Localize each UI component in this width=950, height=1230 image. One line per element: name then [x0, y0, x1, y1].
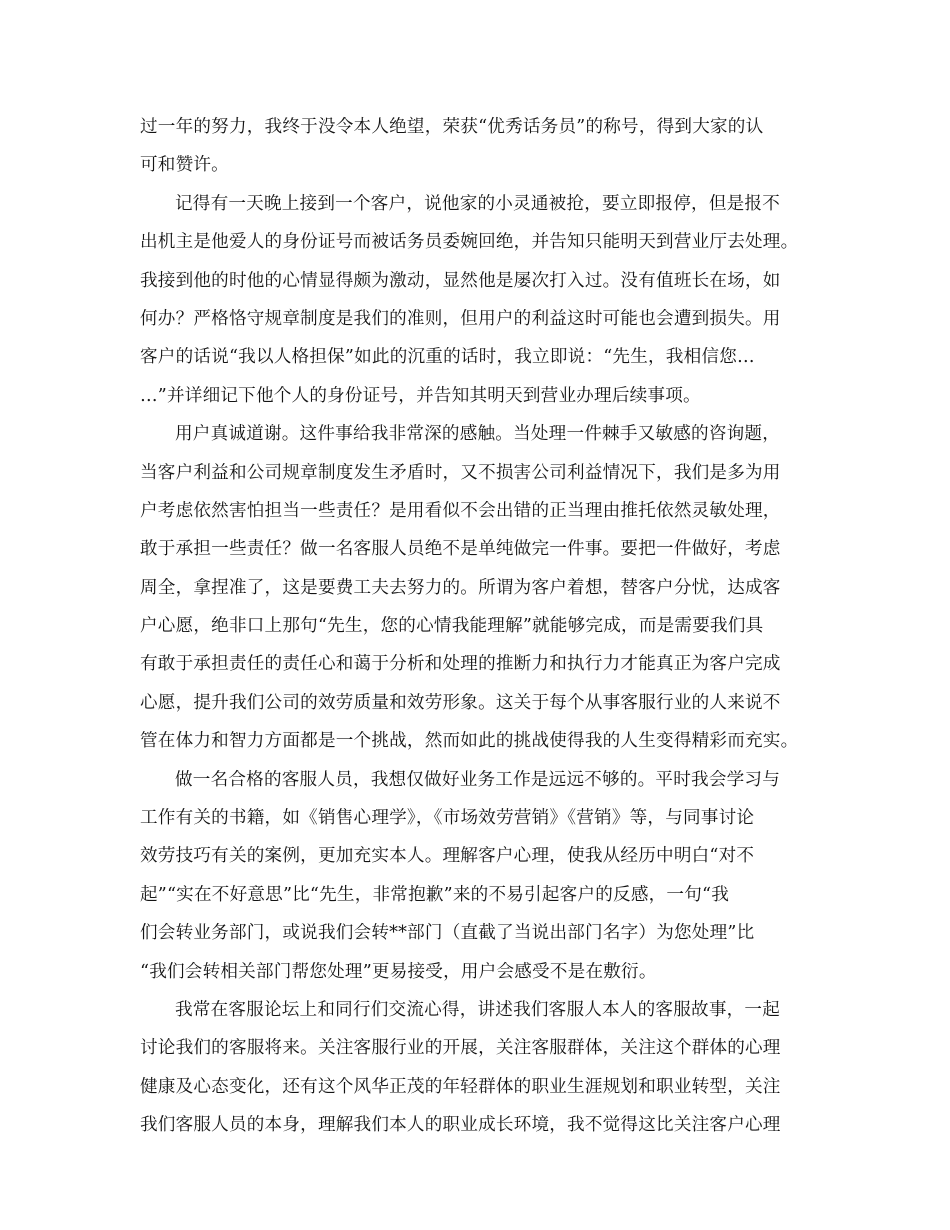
text-line: …”并详细记下他个人的身份证号，并告知其明天到营业办理后续事项。	[140, 385, 701, 406]
text-line: 我们客服人员的本身，理解我们本人的职业成长环境，我不觉得这比关注客户心理	[140, 1115, 781, 1136]
text-line: 我接到他的时他的心情显得颇为激动，显然他是屡次打入过。没有值班长在场，如	[140, 270, 781, 291]
text-line: 客户的话说“我以人格担保”如此的沉重的话时，我立即说：“先生，我相信您…	[140, 347, 755, 368]
body-text	[140, 108, 812, 1145]
text-line: 做一名合格的客服人员，我想仅做好业务工作是远远不够的。平时我会学习与	[175, 769, 780, 790]
text-line: 周全，拿捏准了，这是要费工夫去努力的。所谓为客户着想，替客户分忧，达成客	[140, 577, 781, 598]
text-line: 起”“实在不好意思”比“先生，非常抱歉”来的不易引起客户的反感，一句“我	[140, 884, 729, 905]
text-line: 何办？严格恪守规章制度是我们的准则，但用户的利益这时可能也会遭到损失。用	[140, 308, 781, 329]
text-line: 讨论我们的客服将来。关注客服行业的开展，关注客服群体，关注这个群体的心理	[140, 1038, 781, 1059]
text-line: 可和赞许。	[140, 155, 229, 176]
text-line: 管在体力和智力方面都是一个挑战，然而如此的挑战使得我的人生变得精彩而充实。	[140, 731, 799, 752]
text-line: 记得有一天晚上接到一个客户，说他家的小灵通被抢，要立即报停，但是报不	[175, 193, 780, 214]
text-line: 出机主是他爱人的身份证号而被话务员委婉回绝，并告知只能明天到营业厅去处理。	[140, 232, 799, 253]
text-line: 工作有关的书籍，如《销售心理学》，《市场效劳营销》《营销》等，与同事讨论	[140, 808, 755, 829]
text-line: “我们会转相关部门帮您处理”更易接受，用户会感受不是在敷衍。	[140, 961, 657, 982]
text-line: 户心愿，绝非口上那句“先生，您的心情我能理解”就能够完成，而是需要我们具	[140, 616, 764, 637]
text-line: 健康及心态变化，还有这个风华正茂的年轻群体的职业生涯规划和职业转型，关注	[140, 1076, 781, 1097]
text-line: 用户真诚道谢。这件事给我非常深的感触。当处理一件棘手又敏感的咨询题，	[175, 424, 780, 445]
text-line: 心愿，提升我们公司的效劳质量和效劳形象。这关于每个从事客服行业的人来说不	[140, 692, 781, 713]
text-line: 们会转业务部门，或说我们会转**部门（直截了当说出部门名字）为您处理”比	[140, 923, 755, 944]
text-line: 当客户利益和公司规章制度发生矛盾时，又不损害公司利益情况下，我们是多为用	[140, 462, 781, 483]
text-line: 有敢于承担责任的责任心和蔼于分析和处理的推断力和执行力才能真正为客户完成	[140, 654, 781, 675]
text-line: 过一年的努力，我终于没令本人绝望，荣获“优秀话务员”的称号，得到大家的认	[140, 117, 764, 137]
text-line: 敢于承担一些责任？做一名客服人员绝不是单纯做完一件事。要把一件做好，考虑	[140, 539, 781, 560]
text-line: 户考虑依然害怕担当一些责任？是用看似不会出错的正当理由推托依然灵敏处理，	[140, 500, 781, 521]
text-line: 效劳技巧有关的案例，更加充实本人。理解客户心理，使我从经历中明白“对不	[140, 846, 755, 867]
text-line: 我常在客服论坛上和同行们交流心得，讲述我们客服人本人的客服故事，一起	[175, 999, 780, 1020]
